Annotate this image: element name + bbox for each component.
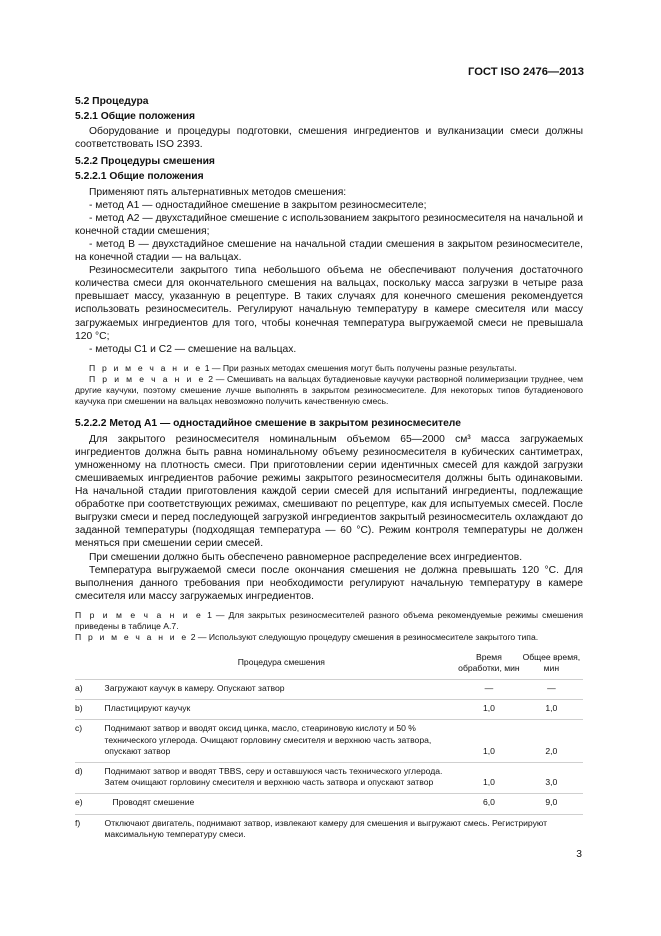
note-a2-text: 2 — Смешивать на вальцах бутадиеновые каучуки растворной полимеризации труднее, чем другие каучуки, поэтому смешение лучше выполнять в закрытом резиносмесителе. Для некоторых типов бутадиенового каучука при смешении на вальцах невозможно получить качественную смесь. (75, 373, 583, 407)
row-label: e) (75, 794, 105, 814)
note-b1-text: 1 — Для закрытых резиносмесителей разного объема рекомендуемые режимы смешения приведены в таблице А.7. (75, 609, 583, 632)
mixing-procedure-table (75, 652, 583, 845)
note-b1 (75, 610, 583, 632)
row-procedure: Проводят смешение (105, 794, 459, 814)
document-id: ГОСТ ISO 2476—2013 (468, 66, 584, 78)
row-total: — (520, 679, 583, 699)
row-procedure: Поднимают затвор и вводят оксид цинка, масло, стеариновую кислоту и 50 % технического углерода. Очищают горловину смесителя и верхнюю часть затвора, опускают затвор (105, 720, 459, 763)
mixers-paragraph: Резиносмесители закрытого типа небольшого объема не обеспечивают получения достаточного количества смеси для окончательного смешения на вальцах, поскольку масса загрузки в четыре раза превышает массу, указанную в рецептуре. В таких случаях для конечного смешения рекомендуется использовать резиносмеситель. Регулируют начальную температуру в камере смесителя или массу загружаемых ингредиентов для того, чтобы конечная температура выгружаемой смеси не превышала 120 °С; (75, 265, 583, 342)
row-procedure: Пластицируют каучук (105, 700, 459, 720)
method-item-c: - методы С1 и С2 — смешение на вальцах. (89, 343, 297, 355)
column-header-time: Время обработки, мин (458, 651, 520, 673)
section-5-2-1-title: 5.2.1 Общие положения (75, 111, 195, 123)
row-total: 3,0 (520, 762, 583, 793)
section-5-2-2-2-title: 5.2.2.2 Метод А1 — одностадийное смешение в закрытом резиносмесителе (75, 417, 461, 429)
note-b2-label: П р и м е ч а н и е (75, 632, 189, 643)
row-label: b) (75, 700, 105, 720)
methods-intro: Применяют пять альтернативных методов смешения: (89, 186, 347, 198)
table-row (75, 762, 583, 793)
row-time: 1,0 (458, 700, 520, 720)
table-row (75, 720, 583, 763)
document-body (75, 95, 583, 845)
row-time: 6,0 (458, 794, 520, 814)
table-row (75, 679, 583, 699)
note-b2-text: 2 — Используют следующую процедуру смешения в резиносмесителе закрытого типа. (190, 632, 539, 643)
row-procedure: Загружают каучук в камеру. Опускают затвор (105, 679, 459, 699)
table-header-row (75, 652, 583, 680)
row-label: f) (75, 814, 105, 845)
section-5-2-title: 5.2 Процедура (75, 96, 149, 107)
method-item-b: - метод В — двухстадийное смешение на начальной стадии смешения в закрытом резиносмесителе, на конечной стадии — на вальцах. (75, 238, 583, 264)
note-a2 (75, 374, 583, 408)
column-header-procedure: Процедура смешения (237, 657, 325, 668)
section-5-2-2-1-title: 5.2.2.1 Общие положения (75, 171, 204, 183)
table-row (75, 794, 583, 814)
note-a1-text: 1 — При разных методах смешения могут быть получены разные результаты. (204, 362, 517, 373)
note-a1 (75, 363, 583, 374)
column-header-total: Общее время, мин (522, 651, 581, 673)
method-a1-paragraph-2: При смешении должно быть обеспечено равномерное распределение всех ингредиентов. (89, 551, 523, 563)
note-b1-label: П р и м е ч а н и е (75, 609, 204, 620)
row-time: 1,0 (458, 762, 520, 793)
note-a2-label: П р и м е ч а н и е (89, 373, 206, 384)
row-label: a) (75, 679, 105, 699)
section-5-2-1-text: Оборудование и процедуры подготовки, смешения ингредиентов и вулканизации смеси должны соответствовать ISO 2393. (75, 126, 583, 151)
method-item-a2: - метод А2 — двухстадийное смешение с использованием закрытого резиносмесителя на начальной и конечной стадии смешения; (75, 212, 583, 237)
page-number: 3 (576, 849, 582, 860)
row-total: 2,0 (520, 720, 583, 763)
row-procedure: Отключают двигатель, поднимают затвор, извлекают камеру для смешения и выгружают смесь. Регистрируют максимальную температуру смеси. (105, 814, 583, 845)
section-5-2-2-title: 5.2.2 Процедуры смешения (75, 156, 215, 168)
row-time: — (458, 679, 520, 699)
row-time: 1,0 (458, 720, 520, 763)
table-row (75, 700, 583, 720)
row-total: 9,0 (520, 794, 583, 814)
note-a1-label: П р и м е ч а н и е (89, 362, 203, 373)
row-label: d) (75, 762, 105, 793)
table-row (75, 814, 583, 845)
method-a1-paragraph-1: Для закрытого резиносмесителя номинальным объемом 65—2000 см³ масса загружаемых ингредиентов должна быть равна номинальному объему резиносмесителя в кубических сантиметрах, умноженному на плотность смеси. При приготовлении серии идентичных смесей для каждой загрузки смешиваемых ингредиентов рабочие режимы закрытого резиносмесителя должны быть одинаковыми. На начальной стадии приготовления каждой серии смесей для испытаний ингредиенты, подлежащие обработке при соответствующих режимах, смешивают по рецептуре, как для испытуемых смесей. После выгрузки смеси и перед последующей загрузкой ингредиентов закрытый резиносмеситель охлаждают до заданной температуры (подходящая температура — 60 °С). Режим контроля температуры не должен меняться при смешении серии смесей. (75, 433, 583, 550)
row-label: c) (75, 720, 105, 763)
method-a1-paragraph-3: Температура выгружаемой смеси после окончания смешения не должна превышать 120 °С. Для выполнения данного требования при необходимости регулируют начальную температуру в камере смесителя или массу загружаемых ингредиентов. (75, 564, 583, 602)
method-item-a1: - метод А1 — одностадийное смешение в закрытом резиносмесителе; (89, 199, 427, 211)
note-b2 (75, 632, 583, 643)
row-procedure: Поднимают затвор и вводят TBBS, серу и оставшуюся часть технического углерода. Затем очищают горловину смесителя и верхнюю часть затвора и опускают затвор (105, 762, 459, 793)
row-total: 1,0 (520, 700, 583, 720)
